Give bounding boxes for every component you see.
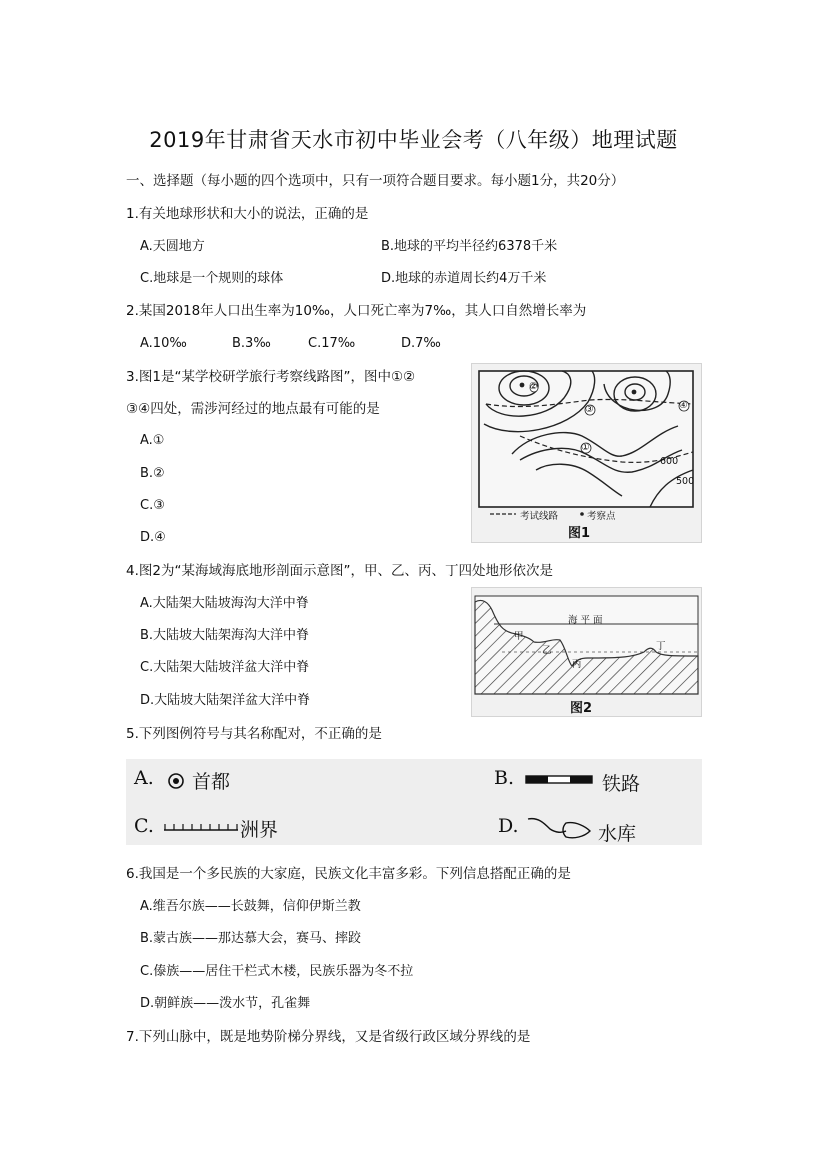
question-6-option-a: A.维吾尔族——长鼓舞，信仰伊斯兰教: [140, 899, 361, 914]
question-1-option-a: A.天圆地方: [140, 239, 205, 254]
question-6-stem: 6.我国是一个多民族的大家庭，民族文化丰富多彩。下列信息搭配正确的是: [126, 866, 571, 882]
question-4-option-a: A.大陆架大陆坡海沟大洋中脊: [140, 596, 309, 611]
contour-label-600: 600: [660, 456, 679, 467]
legend-option-b-letter: B.: [494, 767, 515, 789]
question-5-stem: 5.下列图例符号与其名称配对，不正确的是: [126, 726, 382, 742]
question-1-option-d: D.地球的赤道周长约4万千米: [381, 271, 547, 286]
question-4-stem: 4.图2为“某海域海底地形剖面示意图”，甲、乙、丙、丁四处地形依次是: [126, 563, 553, 579]
question-4-option-d: D.大陆坡大陆架洋盆大洋中脊: [140, 693, 311, 708]
label-bing: 丙: [572, 659, 582, 670]
legend-option-d-letter: D.: [498, 815, 519, 837]
point-2: ②: [529, 381, 538, 392]
page-title: 2019年甘肃省天水市初中毕业会考（八年级）地理试题: [149, 128, 678, 152]
figure-1-contour-map: [471, 363, 702, 543]
question-6-option-d: D.朝鲜族——泼水节，孔雀舞: [140, 996, 311, 1011]
question-2-option-d: D.7‰: [401, 336, 441, 351]
legend-symbol-options: [126, 759, 702, 845]
question-2-option-b: B.3‰: [232, 336, 271, 351]
capital-symbol-icon: [166, 771, 186, 791]
question-2-option-c: C.17‰: [308, 336, 356, 351]
question-1-option-c: C.地球是一个规则的球体: [140, 271, 284, 286]
legend-option-b-name: 铁路: [602, 773, 641, 795]
label-yi: 乙: [542, 645, 552, 656]
question-6-option-c: C.傣族——居住干栏式木楼，民族乐器为冬不拉: [140, 964, 414, 979]
legend-site: 考察点: [587, 511, 616, 522]
figure-2-caption: 图2: [570, 701, 593, 716]
question-3-stem-line-2: ③④四处，需涉河经过的地点最有可能的是: [126, 401, 380, 417]
question-2-stem: 2.某国2018年人口出生率为10‰，人口死亡率为7‰，其人口自然增长率为: [126, 303, 587, 319]
question-4-option-c: C.大陆架大陆坡洋盆大洋中脊: [140, 660, 310, 675]
question-2-option-a: A.10‰: [140, 336, 187, 351]
question-3-option-c: C.③: [140, 498, 165, 513]
question-3-option-a: A.①: [140, 433, 165, 448]
reservoir-symbol-icon: [526, 813, 596, 841]
point-4: ④: [679, 400, 688, 411]
figure-2-seabed-profile: [471, 587, 702, 717]
legend-option-a-letter: A.: [134, 767, 154, 789]
legend-option-c-letter: C.: [134, 815, 154, 837]
legend-option-a-name: 首都: [192, 771, 231, 793]
railway-symbol-icon: [524, 773, 596, 787]
contour-label-500: 500: [676, 476, 695, 487]
point-3: ③: [585, 404, 594, 415]
point-1: ①: [581, 442, 590, 453]
question-1-stem: 1.有关地球形状和大小的说法，正确的是: [126, 206, 369, 222]
question-7-stem: 7.下列山脉中，既是地势阶梯分界线，又是省级行政区域分界线的是: [126, 1029, 531, 1045]
question-3-stem-line-1: 3.图1是“某学校研学旅行考察线路图”，图中①②: [126, 369, 416, 385]
question-3-option-d: D.④: [140, 530, 166, 545]
question-4-option-b: B.大陆坡大陆架海沟大洋中脊: [140, 628, 310, 643]
question-1-option-b: B.地球的平均半径约6378千米: [381, 239, 558, 254]
label-ding: 丁: [656, 641, 666, 652]
legend-route: 考试线路: [520, 511, 559, 522]
question-6-option-b: B.蒙古族——那达慕大会，赛马、摔跤: [140, 931, 362, 946]
label-jia: 甲: [514, 631, 524, 642]
continent-boundary-symbol-icon: [162, 819, 240, 835]
sea-level-label: 海 平 面: [568, 615, 603, 626]
section-heading: 一、选择题（每小题的四个选项中，只有一项符合题目要求。每小题1分，共20分）: [126, 173, 625, 189]
question-3-option-b: B.②: [140, 466, 165, 481]
figure-1-caption: 图1: [568, 526, 591, 541]
legend-option-c-name: 洲界: [240, 819, 279, 841]
legend-option-d-name: 水库: [598, 823, 637, 845]
